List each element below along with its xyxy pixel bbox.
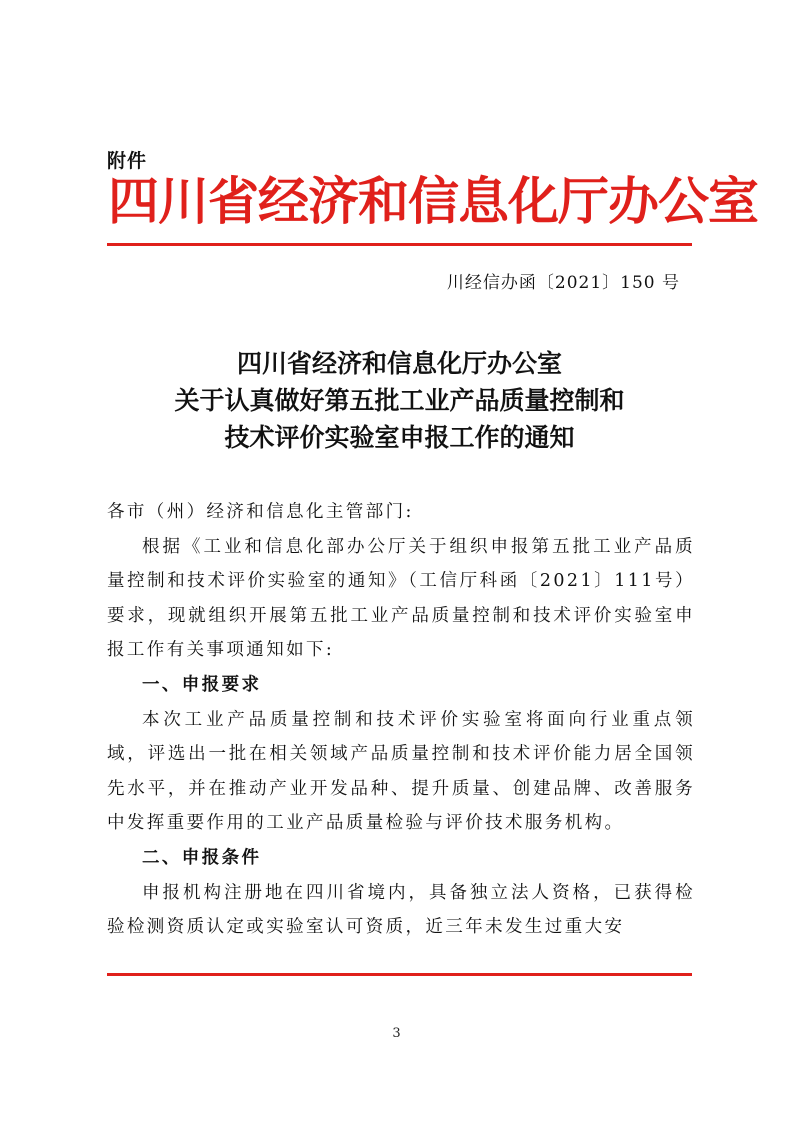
notice-body — [107, 495, 695, 945]
letterhead-divider — [107, 243, 692, 246]
notice-title-line-1: 四川省经济和信息化厅办公室 — [236, 349, 562, 378]
intro-paragraph: 根据《工业和信息化部办公厅关于组织申报第五批工业产品质量控制和技术评价实验室的通知》（工信厅科函〔2021〕111号）要求，现就组织开展第五批工业产品质量控制和技术评价实验室申报工作有关事项通知如下: — [107, 536, 695, 661]
section-heading-requirements: 一、申报要求 — [142, 674, 262, 695]
conditions-paragraph: 申报机构注册地在四川省境内，具备独立法人资格，已获得检验检测资质认定或实验室认可资质，近三年未发生过重大安 — [107, 882, 695, 938]
footer-divider — [107, 973, 692, 976]
document-number: 川经信办函〔2021〕150 号 — [446, 273, 680, 293]
attachment-label: 附件 — [107, 150, 148, 172]
salutation: 各市（州）经济和信息化主管部门: — [107, 502, 414, 522]
notice-title-line-2: 关于认真做好第五批工业产品质量控制和 — [174, 386, 625, 415]
letterhead-title: 四川省经济和信息化厅办公室 — [108, 172, 759, 232]
section-heading-conditions: 二、申报条件 — [142, 847, 262, 868]
page-number: 3 — [392, 1026, 401, 1041]
notice-title — [107, 345, 692, 456]
notice-title-line-3: 技术评价实验室申报工作的通知 — [224, 423, 575, 452]
requirements-paragraph: 本次工业产品质量控制和技术评价实验室将面向行业重点领域，评选出一批在相关领域产品质量控制和技术评价能力居全国领先水平，并在推动产业开发品种、提升质量、创建品牌、改善服务中发挥重要作用的工业产品质量检验与评价技术服务机构。 — [107, 709, 695, 834]
